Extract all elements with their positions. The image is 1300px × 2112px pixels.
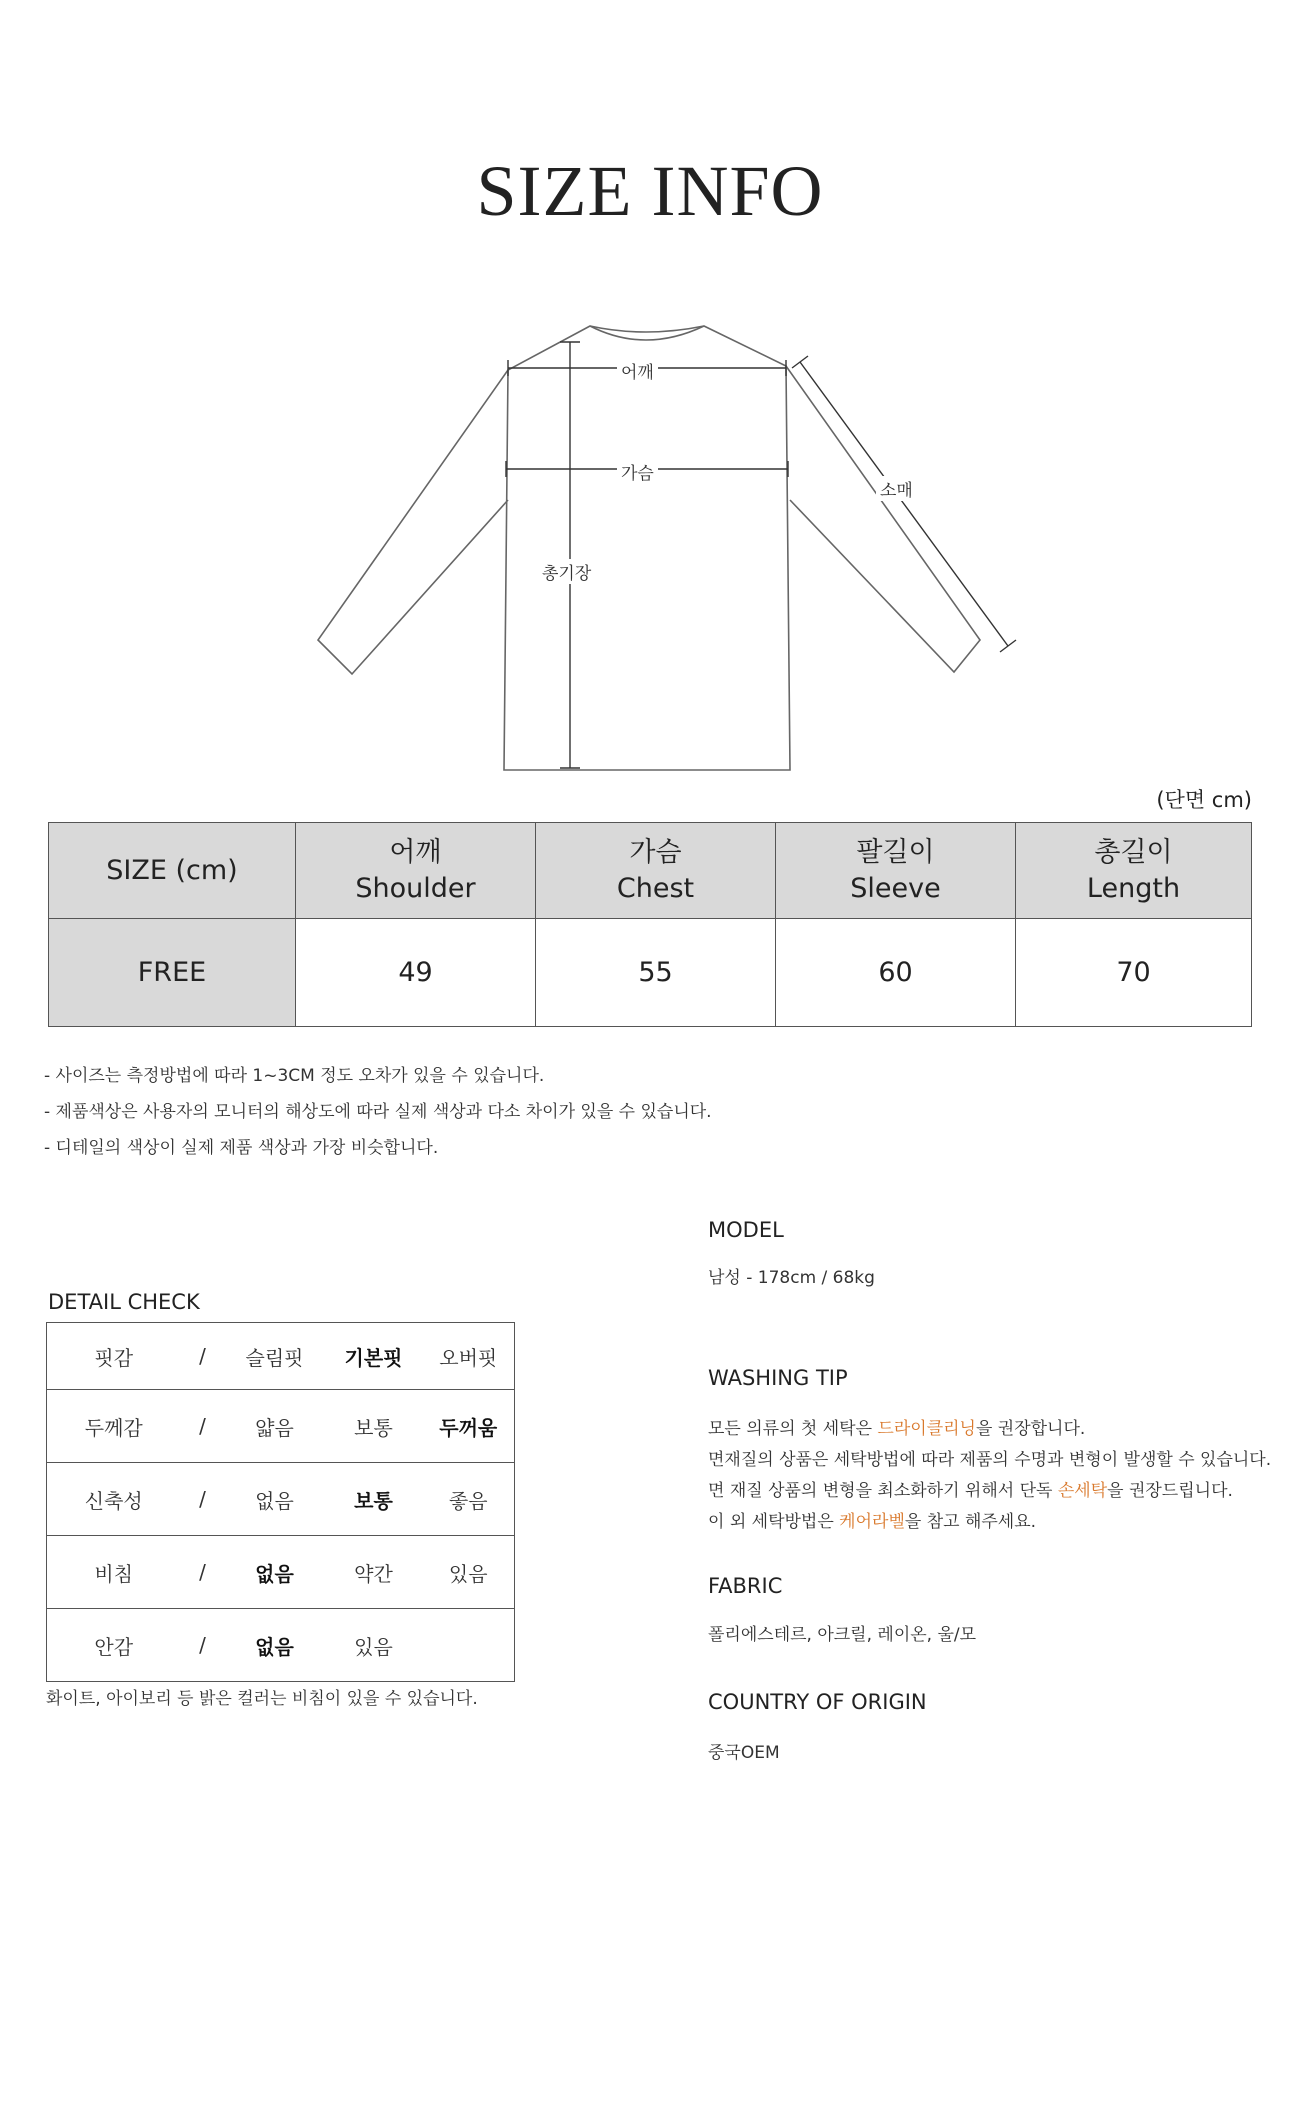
detail-option-selected: 없음 <box>225 1609 325 1682</box>
header-en-label: Shoulder <box>355 872 476 904</box>
detail-option-selected: 기본핏 <box>325 1323 423 1390</box>
detail-row-lining <box>47 1609 515 1682</box>
garment-diagram <box>300 310 1020 790</box>
washing-text: 을 권장합니다. <box>975 1419 1086 1439</box>
size-header-label: SIZE (cm) <box>106 855 238 886</box>
sleeve-label: 소매 <box>876 476 917 501</box>
header-en-label: Chest <box>616 872 695 904</box>
detail-label: 두께감 <box>47 1390 181 1463</box>
detail-separator: / <box>181 1463 225 1536</box>
washing-text: 이 외 세탁방법은 <box>708 1512 840 1532</box>
washing-text: 을 참고 해주세요. <box>904 1512 1037 1532</box>
detail-option: 없음 <box>225 1463 325 1536</box>
detail-check-table <box>46 1322 515 1682</box>
unit-note: (단면 cm) <box>1156 788 1252 812</box>
detail-option: 있음 <box>423 1536 515 1609</box>
chest-header-cell <box>536 823 776 919</box>
detail-option-selected: 두꺼움 <box>423 1390 515 1463</box>
detail-option <box>423 1609 515 1682</box>
note-item: - 제품색상은 사용자의 모니터의 해상도에 따라 실제 색상과 다소 차이가 있을 수 있습니다. <box>44 1102 712 1122</box>
header-en-label: Sleeve <box>850 872 941 904</box>
length-header-cell <box>1016 823 1252 919</box>
page-title: SIZE INFO <box>476 151 824 231</box>
detail-label: 핏감 <box>47 1323 181 1390</box>
washing-line <box>708 1476 1271 1507</box>
detail-row-thickness <box>47 1390 515 1463</box>
size-table-header-row <box>49 823 1252 919</box>
detail-option: 오버핏 <box>423 1323 515 1390</box>
washing-highlight: 드라이클리닝 <box>877 1419 976 1439</box>
shoulder-label: 어깨 <box>617 358 658 383</box>
detail-option: 좋음 <box>423 1463 515 1536</box>
washing-line <box>708 1507 1271 1538</box>
washing-highlight: 케어라벨 <box>839 1512 905 1532</box>
fabric-title: FABRIC <box>708 1574 783 1598</box>
header-ko-label: 총길이 <box>1094 836 1173 868</box>
note-item: - 사이즈는 측정방법에 따라 1~3CM 정도 오차가 있을 수 있습니다. <box>44 1066 545 1086</box>
detail-label: 비침 <box>47 1536 181 1609</box>
detail-separator: / <box>181 1609 225 1682</box>
header-en-label: Length <box>1086 872 1181 904</box>
washing-line <box>708 1445 1271 1476</box>
detail-option: 슬림핏 <box>225 1323 325 1390</box>
shoulder-value: 49 <box>296 919 536 1027</box>
sweater-outline-icon <box>300 310 1020 790</box>
table-row <box>49 919 1252 1027</box>
header-ko-label: 팔길이 <box>856 836 935 868</box>
size-table <box>48 822 1252 1027</box>
washing-line <box>708 1414 1271 1445</box>
note-item: - 디테일의 색상이 실제 제품 색상과 가장 비슷합니다. <box>44 1138 439 1158</box>
detail-check-title: DETAIL CHECK <box>48 1290 200 1314</box>
sleeve-value: 60 <box>776 919 1016 1027</box>
size-notes <box>44 1058 712 1166</box>
detail-separator: / <box>181 1536 225 1609</box>
sleeve-header-cell <box>776 823 1016 919</box>
chest-value: 55 <box>536 919 776 1027</box>
length-value: 70 <box>1016 919 1252 1027</box>
detail-row-sheerness <box>47 1536 515 1609</box>
shoulder-header-cell <box>296 823 536 919</box>
washing-text: 을 권장드립니다. <box>1107 1481 1233 1501</box>
country-of-origin-title: COUNTRY OF ORIGIN <box>708 1690 927 1714</box>
detail-separator: / <box>181 1323 225 1390</box>
washing-text: 면 재질 상품의 변형을 최소화하기 위해서 단독 <box>708 1481 1058 1501</box>
size-header-cell <box>49 823 296 919</box>
country-of-origin-text: 중국OEM <box>708 1743 780 1763</box>
washing-highlight: 손세탁 <box>1057 1481 1108 1501</box>
detail-option-selected: 없음 <box>225 1536 325 1609</box>
header-ko-label: 어깨 <box>389 836 442 868</box>
fabric-text: 폴리에스테르, 아크릴, 레이온, 울/모 <box>708 1625 977 1645</box>
model-text: 남성 - 178cm / 68kg <box>708 1268 875 1288</box>
detail-check-note: 화이트, 아이보리 등 밝은 컬러는 비침이 있을 수 있습니다. <box>46 1689 478 1709</box>
detail-row-stretch <box>47 1463 515 1536</box>
length-label: 총기장 <box>538 559 595 584</box>
detail-row-fit <box>47 1323 515 1390</box>
detail-label: 신축성 <box>47 1463 181 1536</box>
chest-label: 가슴 <box>617 459 658 484</box>
detail-option: 얇음 <box>225 1390 325 1463</box>
detail-option: 있음 <box>325 1609 423 1682</box>
header-ko-label: 가슴 <box>629 836 682 868</box>
detail-option-selected: 보통 <box>325 1463 423 1536</box>
washing-tip-title: WASHING TIP <box>708 1366 848 1390</box>
washing-text: 면재질의 상품은 세탁방법에 따라 제품의 수명과 변형이 발생할 수 있습니다. <box>708 1450 1272 1470</box>
washing-text: 모든 의류의 첫 세탁은 <box>708 1419 878 1439</box>
detail-option: 보통 <box>325 1390 423 1463</box>
detail-label: 안감 <box>47 1609 181 1682</box>
model-title: MODEL <box>708 1218 784 1242</box>
detail-separator: / <box>181 1390 225 1463</box>
size-row-label: FREE <box>49 919 296 1027</box>
washing-tip-lines <box>708 1414 1271 1538</box>
detail-option: 약간 <box>325 1536 423 1609</box>
